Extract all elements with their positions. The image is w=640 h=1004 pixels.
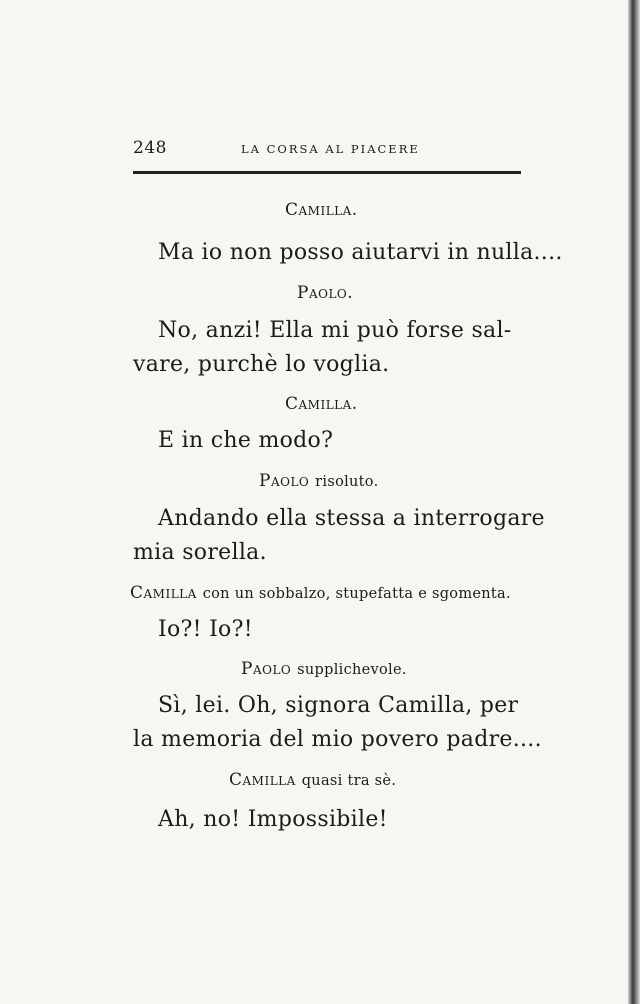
dialogue-line: Ah, no! Impossibile!	[158, 807, 388, 832]
speaker-heading	[229, 770, 396, 790]
dialogue-line: E in che modo?	[158, 428, 334, 453]
speaker-name: Camilla.	[285, 200, 358, 220]
speaker-heading	[297, 283, 353, 303]
stage-direction: con un sobbalzo, stupefatta e sgomenta.	[202, 586, 511, 602]
dialogue-line: mia sorella.	[133, 540, 267, 565]
speaker-name: Paolo	[241, 659, 292, 679]
dialogue-line: vare, purchè lo voglia.	[133, 352, 390, 377]
dialogue-line: No, anzi! Ella mi può forse sal-	[158, 318, 512, 343]
speaker-heading	[130, 583, 511, 603]
speaker-heading	[259, 471, 378, 491]
speaker-name: Paolo	[259, 471, 310, 491]
header-rule	[133, 171, 521, 174]
page-number: 248	[133, 138, 167, 158]
speaker-heading	[285, 394, 358, 414]
dialogue-line: Ma io non posso aiutarvi in nulla....	[158, 240, 563, 265]
dialogue-line: Io?! Io?!	[158, 617, 253, 642]
speaker-name: Paolo.	[297, 283, 354, 303]
dialogue-line: Andando ella stessa a interrogare	[158, 506, 545, 531]
page-header	[133, 138, 521, 158]
dialogue-line: la memoria del mio povero padre....	[133, 727, 542, 752]
speaker-name: Camilla	[130, 583, 197, 603]
speaker-name: Camilla	[229, 770, 296, 790]
speaker-name: Camilla.	[285, 394, 358, 414]
stage-direction: quasi tra sè.	[301, 773, 397, 789]
stage-direction: risoluto.	[315, 474, 379, 490]
dialogue-line: Sì, lei. Oh, signora Camilla, per	[158, 693, 519, 718]
running-title: LA CORSA AL PIACERE	[241, 142, 420, 156]
page-edge	[628, 0, 640, 1004]
speaker-heading	[285, 200, 358, 220]
stage-direction: supplichevole.	[297, 662, 407, 678]
speaker-heading	[241, 659, 407, 679]
